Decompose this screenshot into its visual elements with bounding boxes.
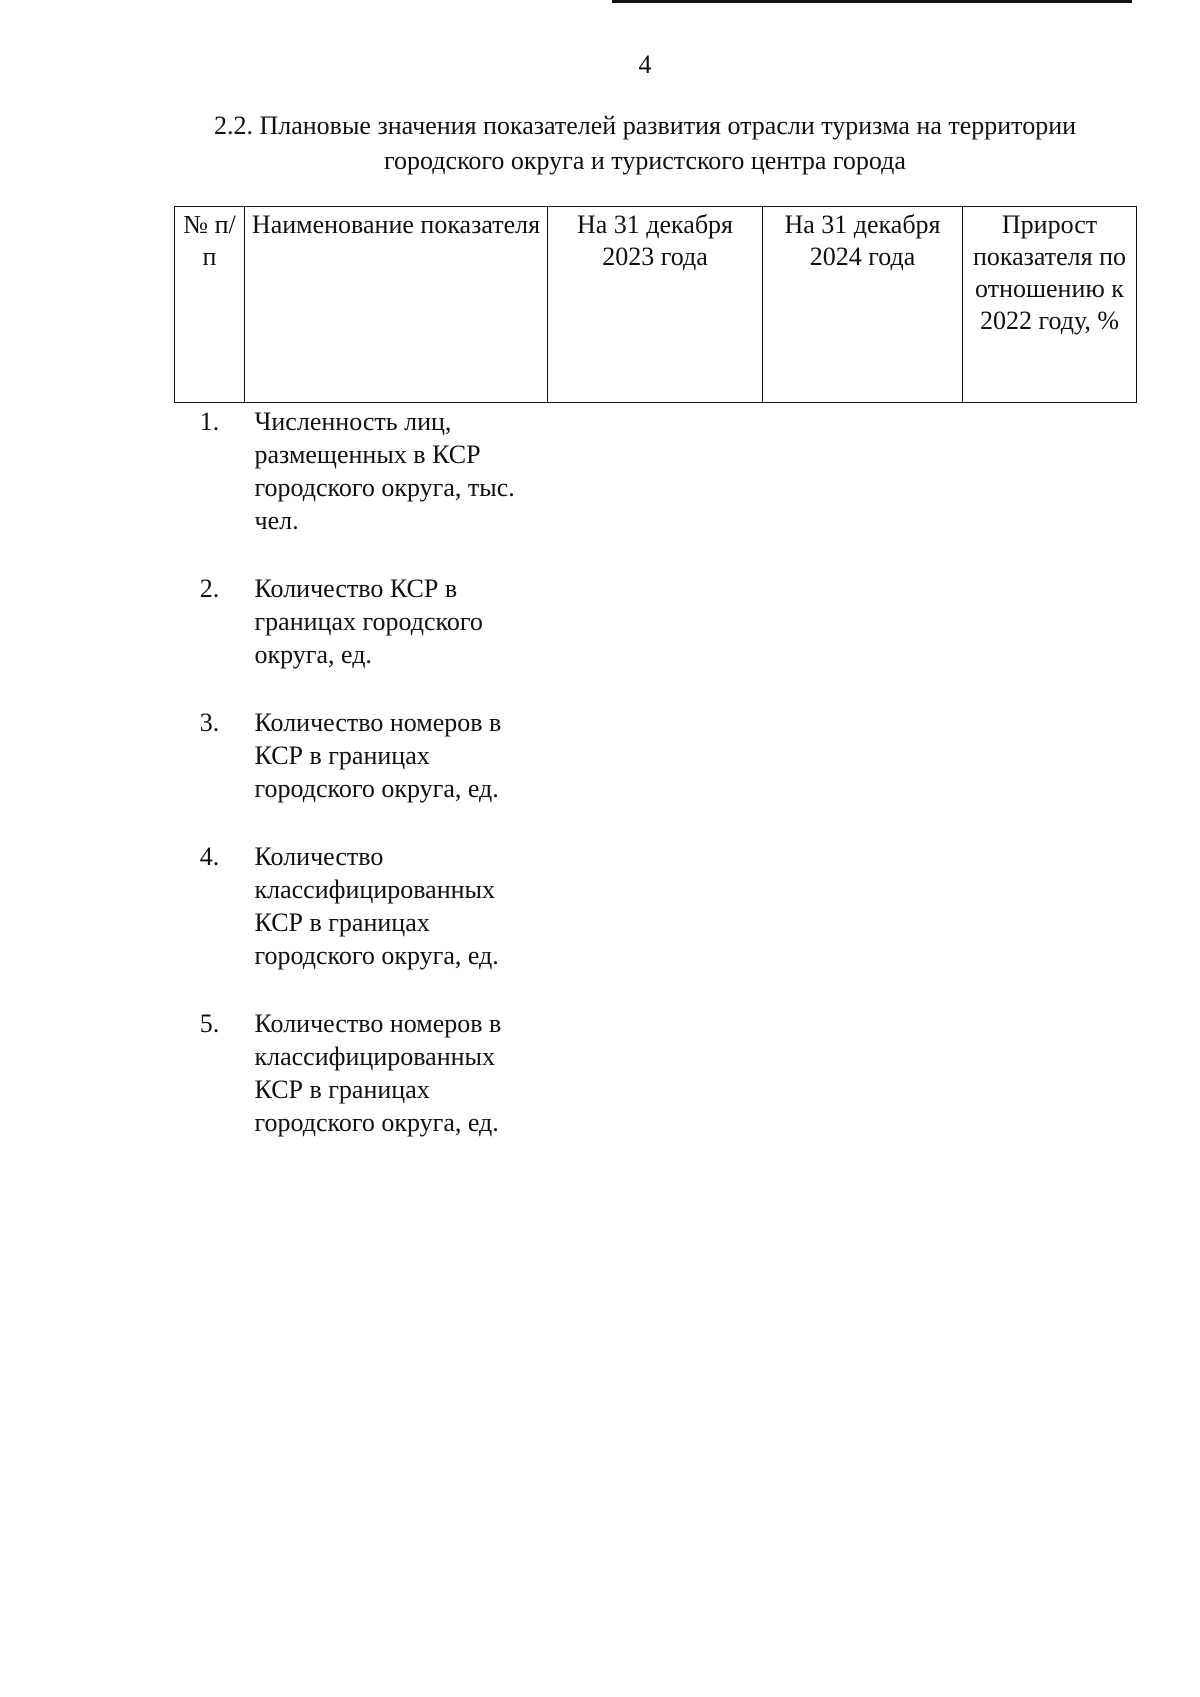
row-indicator-name: Количество номеров в КСР в границах городского округа, ед.	[254, 708, 502, 803]
table-row	[175, 1005, 1137, 1172]
header-number: № п/п	[175, 207, 245, 403]
header-growth: Прирост показателя по отношению к 2022 году, %	[963, 207, 1137, 403]
row-indicator-name: Количество КСР в границах городского округа, ед.	[254, 574, 483, 669]
row-value-growth	[963, 570, 1137, 704]
row-number: 1.	[199, 407, 220, 436]
row-indicator-name: Количество номеров в классифицированных КСР в границах городского округа, ед.	[254, 1009, 502, 1137]
row-value-2024	[763, 838, 963, 1005]
row-value-2023	[548, 838, 763, 1005]
table-header-row	[175, 207, 1137, 403]
section-title	[150, 108, 1140, 178]
indicator-table	[174, 206, 1137, 1172]
row-value-2023	[548, 704, 763, 838]
row-value-growth	[963, 403, 1137, 571]
header-dec-2023: На 31 декабря 2023 года	[548, 207, 763, 403]
row-number: 3.	[199, 708, 220, 737]
table-row	[175, 570, 1137, 704]
table-row	[175, 403, 1137, 571]
row-number: 4.	[199, 842, 220, 871]
table-row	[175, 838, 1137, 1005]
row-value-2023	[548, 403, 763, 571]
top-border-line	[612, 0, 1132, 3]
row-value-2024	[763, 570, 963, 704]
row-value-2024	[763, 403, 963, 571]
row-value-growth	[963, 704, 1137, 838]
header-dec-2024: На 31 декабря 2024 года	[763, 207, 963, 403]
header-name: Наименование показателя	[245, 207, 548, 403]
row-value-2023	[548, 1005, 763, 1172]
row-value-growth	[963, 1005, 1137, 1172]
row-number: 2.	[199, 574, 220, 603]
section-title-line-1: 2.2. Плановые значения показателей развития отрасли туризма на территории	[213, 111, 1077, 140]
page-number: 4	[638, 50, 652, 79]
row-indicator-name: Численность лиц, размещенных в КСР городского округа, тыс. чел.	[254, 407, 515, 535]
row-value-growth	[963, 838, 1137, 1005]
table-row	[175, 704, 1137, 838]
row-value-2023	[548, 570, 763, 704]
row-indicator-name: Количество классифицированных КСР в границах городского округа, ед.	[254, 842, 499, 970]
section-title-line-2: городского округа и туристского центра города	[384, 146, 906, 175]
row-number: 5.	[199, 1009, 220, 1038]
row-value-2024	[763, 1005, 963, 1172]
row-value-2024	[763, 704, 963, 838]
